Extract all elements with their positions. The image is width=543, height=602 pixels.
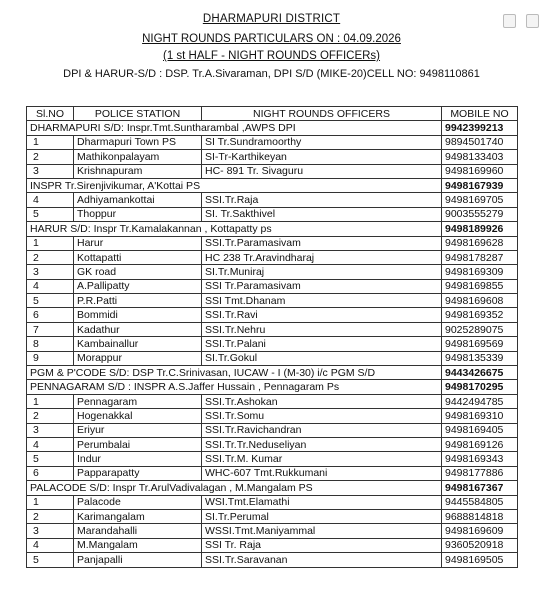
row-police-station: Indur bbox=[74, 452, 202, 466]
table-row bbox=[27, 294, 518, 308]
row-slno: 1 bbox=[27, 236, 74, 250]
row-police-station: Mathikonpalayam bbox=[74, 150, 202, 164]
row-mobile: 9498169505 bbox=[442, 553, 518, 567]
table-row bbox=[27, 452, 518, 466]
table-row bbox=[27, 466, 518, 480]
row-mobile: 9025289075 bbox=[442, 322, 518, 336]
table-row bbox=[27, 524, 518, 538]
row-mobile: 9442494785 bbox=[442, 394, 518, 408]
row-police-station: Perumbalai bbox=[74, 437, 202, 451]
row-mobile: 9498169126 bbox=[442, 437, 518, 451]
table-body bbox=[27, 121, 518, 567]
row-officer: SSI.Tr.Raja bbox=[202, 193, 442, 207]
row-slno: 2 bbox=[27, 250, 74, 264]
table-row bbox=[27, 279, 518, 293]
row-mobile: 9894501740 bbox=[442, 135, 518, 149]
table-row bbox=[27, 207, 518, 221]
edit-icon[interactable] bbox=[503, 14, 516, 28]
row-police-station: Krishnapuram bbox=[74, 164, 202, 178]
rounds-date-title: NIGHT ROUNDS PARTICULARS ON : 04.09.2026 bbox=[142, 33, 401, 45]
row-slno: 8 bbox=[27, 337, 74, 351]
row-officer: SSI.Tr.Saravanan bbox=[202, 553, 442, 567]
table-row bbox=[27, 538, 518, 552]
document-header bbox=[0, 12, 543, 81]
district-title: DHARMAPURI DISTRICT bbox=[202, 13, 341, 25]
table-row bbox=[27, 193, 518, 207]
row-slno: 1 bbox=[27, 135, 74, 149]
row-police-station: Palacode bbox=[74, 495, 202, 509]
row-slno: 1 bbox=[27, 394, 74, 408]
row-officer: SI Tr.Sundramoorthy bbox=[202, 135, 442, 149]
subdivision-row bbox=[27, 222, 518, 236]
row-police-station: Kambainallur bbox=[74, 337, 202, 351]
row-police-station: Harur bbox=[74, 236, 202, 250]
row-slno: 2 bbox=[27, 409, 74, 423]
share-icon[interactable] bbox=[526, 14, 539, 28]
row-mobile: 9498178287 bbox=[442, 250, 518, 264]
row-officer: SSI.Tr.Tr.Neduseliyan bbox=[202, 437, 442, 451]
subdivision-mobile: 9498189926 bbox=[442, 222, 518, 236]
row-officer: SSI.Tr.Palani bbox=[202, 337, 442, 351]
row-slno: 2 bbox=[27, 509, 74, 523]
table-row bbox=[27, 423, 518, 437]
table-row bbox=[27, 135, 518, 149]
row-police-station: Kadathur bbox=[74, 322, 202, 336]
row-slno: 6 bbox=[27, 308, 74, 322]
row-police-station: Morappur bbox=[74, 351, 202, 365]
row-officer: HC 238 Tr.Aravindharaj bbox=[202, 250, 442, 264]
table-row bbox=[27, 409, 518, 423]
row-slno: 5 bbox=[27, 452, 74, 466]
subdivision-row bbox=[27, 178, 518, 192]
subdivision-mobile: 9498170295 bbox=[442, 380, 518, 394]
row-mobile: 9498169309 bbox=[442, 265, 518, 279]
row-police-station: Adhiyamankottai bbox=[74, 193, 202, 207]
row-officer: SSI Tr. Raja bbox=[202, 538, 442, 552]
row-police-station: Kottapatti bbox=[74, 250, 202, 264]
row-police-station: Bommidi bbox=[74, 308, 202, 322]
table-row bbox=[27, 164, 518, 178]
table-row bbox=[27, 150, 518, 164]
row-officer: SSI.Tr.M. Kumar bbox=[202, 452, 442, 466]
row-officer: WSSI.Tmt.Maniyammal bbox=[202, 524, 442, 538]
row-mobile: 9445584805 bbox=[442, 495, 518, 509]
dpi-line: DPI & HARUR-S/D : DSP. Tr.A.Sivaraman, DPI S/D (MIKE-20)CELL NO: 9498110861 bbox=[63, 68, 480, 80]
table-row bbox=[27, 265, 518, 279]
row-mobile: 9003555279 bbox=[442, 207, 518, 221]
row-officer: WSI.Tmt.Elamathi bbox=[202, 495, 442, 509]
table-row bbox=[27, 553, 518, 567]
row-officer: SI.Tr.Gokul bbox=[202, 351, 442, 365]
table-row bbox=[27, 437, 518, 451]
row-slno: 3 bbox=[27, 164, 74, 178]
row-officer: SI-Tr-Karthikeyan bbox=[202, 150, 442, 164]
row-police-station: Marandahalli bbox=[74, 524, 202, 538]
row-slno: 3 bbox=[27, 524, 74, 538]
col-slno: Sl.NO bbox=[27, 107, 74, 121]
subdivision-row bbox=[27, 121, 518, 135]
row-mobile: 9498169705 bbox=[442, 193, 518, 207]
row-officer: WHC-607 Tmt.Rukkumani bbox=[202, 466, 442, 480]
subdivision-mobile: 9443426675 bbox=[442, 366, 518, 380]
row-officer: SSI.Tr.Ashokan bbox=[202, 394, 442, 408]
row-officer: SSI.Tr.Somu bbox=[202, 409, 442, 423]
subdivision-label: PGM & P'CODE S/D: DSP Tr.C.Srinivasan, IUCAW - I (M-30) i/c PGM S/D bbox=[27, 366, 442, 380]
row-mobile: 9498169609 bbox=[442, 524, 518, 538]
row-slno: 2 bbox=[27, 150, 74, 164]
col-police-station: POLICE STATION bbox=[74, 107, 202, 121]
row-police-station: Eriyur bbox=[74, 423, 202, 437]
row-police-station: M.Mangalam bbox=[74, 538, 202, 552]
row-slno: 3 bbox=[27, 423, 74, 437]
subdivision-mobile: 9498167367 bbox=[442, 481, 518, 495]
subdivision-row bbox=[27, 380, 518, 394]
table-row bbox=[27, 322, 518, 336]
row-mobile: 9498133403 bbox=[442, 150, 518, 164]
table-header-row bbox=[27, 107, 518, 121]
subdivision-row bbox=[27, 366, 518, 380]
row-mobile: 9498169628 bbox=[442, 236, 518, 250]
table-row bbox=[27, 509, 518, 523]
row-slno: 4 bbox=[27, 279, 74, 293]
row-officer: HC- 891 Tr. Sivaguru bbox=[202, 164, 442, 178]
row-mobile: 9498169608 bbox=[442, 294, 518, 308]
table-row bbox=[27, 337, 518, 351]
row-mobile: 9498169310 bbox=[442, 409, 518, 423]
row-police-station: Karimangalam bbox=[74, 509, 202, 523]
row-officer: SSI.Tr.Ravichandran bbox=[202, 423, 442, 437]
row-mobile: 9498135339 bbox=[442, 351, 518, 365]
row-slno: 9 bbox=[27, 351, 74, 365]
row-mobile: 9498169352 bbox=[442, 308, 518, 322]
row-mobile: 9498169569 bbox=[442, 337, 518, 351]
table-row bbox=[27, 236, 518, 250]
night-rounds-table bbox=[26, 106, 518, 568]
table-row bbox=[27, 351, 518, 365]
subdivision-label: DHARMAPURI S/D: Inspr.Tmt.Suntharambal ,AWPS DPI bbox=[27, 121, 442, 135]
row-mobile: 9688814818 bbox=[442, 509, 518, 523]
col-officers: NIGHT ROUNDS OFFICERS bbox=[202, 107, 442, 121]
subdivision-mobile: 9498167939 bbox=[442, 178, 518, 192]
row-slno: 1 bbox=[27, 495, 74, 509]
row-police-station: Thoppur bbox=[74, 207, 202, 221]
row-mobile: 9498169855 bbox=[442, 279, 518, 293]
row-slno: 5 bbox=[27, 294, 74, 308]
subdivision-label: PALACODE S/D: Inspr Tr.ArulVadivalagan , M.Mangalam PS bbox=[27, 481, 442, 495]
row-police-station: Hogenakkal bbox=[74, 409, 202, 423]
table-row bbox=[27, 308, 518, 322]
row-police-station: GK road bbox=[74, 265, 202, 279]
row-mobile: 9498169343 bbox=[442, 452, 518, 466]
row-mobile: 9498169405 bbox=[442, 423, 518, 437]
top-toolbar bbox=[503, 14, 539, 28]
row-police-station: P.R.Patti bbox=[74, 294, 202, 308]
row-mobile: 9498177886 bbox=[442, 466, 518, 480]
subdivision-label: INSPR Tr.Sirenjivikumar, A'Kottai PS bbox=[27, 178, 442, 192]
row-officer: SSI Tmt.Dhanam bbox=[202, 294, 442, 308]
row-officer: SSI.Tr.Paramasivam bbox=[202, 236, 442, 250]
row-police-station: Papparapatty bbox=[74, 466, 202, 480]
row-slno: 6 bbox=[27, 466, 74, 480]
row-slno: 4 bbox=[27, 193, 74, 207]
row-slno: 3 bbox=[27, 265, 74, 279]
row-police-station: A.Pallipatty bbox=[74, 279, 202, 293]
subdivision-row bbox=[27, 481, 518, 495]
row-mobile: 9498169960 bbox=[442, 164, 518, 178]
subdivision-mobile: 9942399213 bbox=[442, 121, 518, 135]
subdivision-label: HARUR S/D: Inspr Tr.Kamalakannan , Kottapatty ps bbox=[27, 222, 442, 236]
row-officer: SI. Tr.Sakthivel bbox=[202, 207, 442, 221]
subdivision-label: PENNAGARAM S/D : INSPR A.S.Jaffer Hussain , Pennagaram Ps bbox=[27, 380, 442, 394]
half-title: (1 st HALF - NIGHT ROUNDS OFFICERs) bbox=[162, 50, 381, 62]
row-officer: SI.Tr.Perumal bbox=[202, 509, 442, 523]
row-mobile: 9360520918 bbox=[442, 538, 518, 552]
row-officer: SSI Tr.Paramasivam bbox=[202, 279, 442, 293]
row-slno: 5 bbox=[27, 553, 74, 567]
table-row bbox=[27, 394, 518, 408]
row-officer: SSI.Tr.Nehru bbox=[202, 322, 442, 336]
row-officer: SI.Tr.Muniraj bbox=[202, 265, 442, 279]
row-slno: 5 bbox=[27, 207, 74, 221]
col-mobile: MOBILE NO bbox=[442, 107, 518, 121]
row-slno: 4 bbox=[27, 437, 74, 451]
row-slno: 7 bbox=[27, 322, 74, 336]
row-slno: 4 bbox=[27, 538, 74, 552]
row-police-station: Dharmapuri Town PS bbox=[74, 135, 202, 149]
row-police-station: Pennagaram bbox=[74, 394, 202, 408]
table-row bbox=[27, 495, 518, 509]
table-row bbox=[27, 250, 518, 264]
row-officer: SSI.Tr.Ravi bbox=[202, 308, 442, 322]
row-police-station: Panjapalli bbox=[74, 553, 202, 567]
